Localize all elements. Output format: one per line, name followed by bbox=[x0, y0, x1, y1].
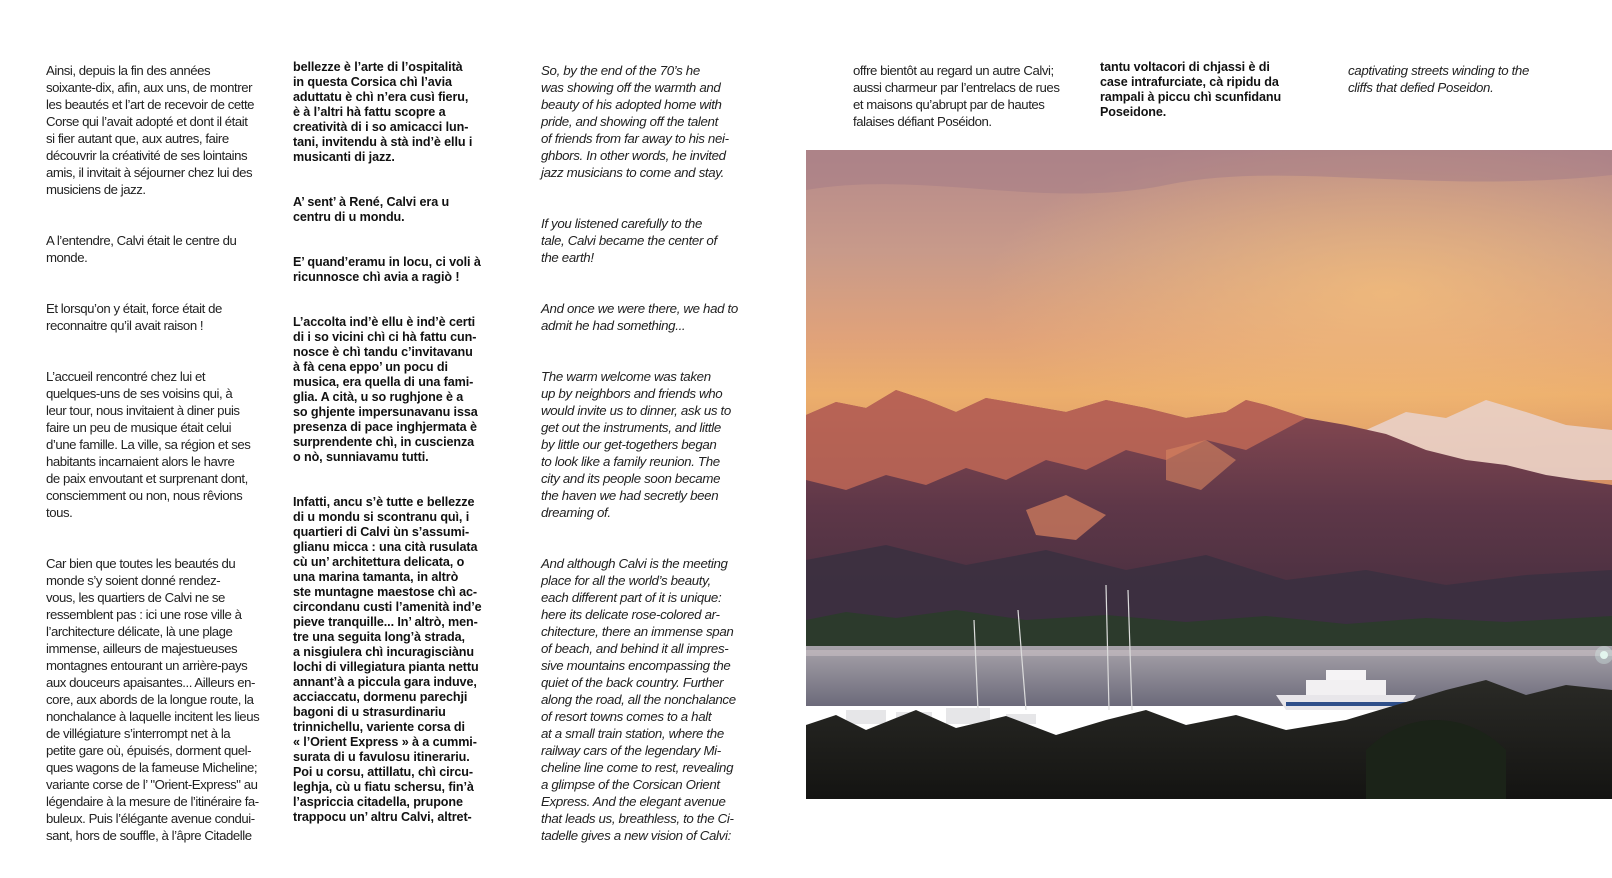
english-paragraph-3: And once we were there, we had to admit he had something... bbox=[541, 301, 738, 333]
french-paragraph-1: Ainsi, depuis la fin des années soixante-dix, afin, aux uns, de montrer les beautés et l’art de recevoir de cette Corse qui l’avait adopté et dont il était si fier autant que, aux autres, faire découvrir la créativité de ses lointains amis, il invitait à séjourner chez lui des musiciens de jazz. bbox=[46, 63, 255, 197]
corsican-column-right bbox=[1100, 45, 1330, 150]
corsican-paragraph-right: tantu voltacori di chjassi è di case intrafurciate, cà ripidu da rampali à piccu chì scunfidanu Poseidone. bbox=[1100, 60, 1282, 119]
english-column-right bbox=[1348, 45, 1588, 130]
french-column-right bbox=[853, 45, 1083, 164]
corsican-paragraph-4: L’accolta ind’è ellu è ind’è certi di i so vicini chì ci hà fattu cun- nosce è chì tandu c’invitavanu à fà cena eppo’ un pocu di musica, era quella di una fami- glia. A cità, u so rughjone è a so ghjente impersunavanu issa presenza di pace inghjermata è surprendente chì, in cuscienza o nò, sunniavamu tutti. bbox=[293, 315, 478, 464]
english-paragraph-1: So, by the end of the 70’s he was showing off the warmth and beauty of his adopted home with pride, and showing off the talent of friends from far away to his nei- ghbors. In other words, he invited jazz musicians to come and stay. bbox=[541, 63, 729, 180]
english-paragraph-right: captivating streets winding to the cliffs that defied Poseidon. bbox=[1348, 63, 1530, 95]
corsican-paragraph-2: A’ sent’ à René, Calvi era u centru di u mondu. bbox=[293, 195, 450, 224]
french-paragraph-2: A l’entendre, Calvi était le centre du monde. bbox=[46, 233, 237, 265]
french-paragraph-5: Car bien que toutes les beautés du monde s’y soient donné rendez- vous, les quartiers de Calvi ne se ressemblent pas : ici une rose ville à l’architecture délicate, là une plage immense, ailleurs de majestueuses montagnes entourant un arrière-pays aux douceurs apaisantes... Ailleurs en- core, aux abords de la longue route, la nonchalance à laquelle incitent les lieus de villégiature s’interrompt net à la petite gare où, épuisés, dorment quel- ques wagons de la fameuse Micheline; variante corse de l’ "Orient-Express" au légendaire à la mesure de l’itinéraire fa- buleux. Puis l’élégante avenue condui- sant, hors de souffle, à l’âpre Citadelle bbox=[46, 556, 260, 843]
english-paragraph-2: If you listened carefully to the tale, Calvi became the center of the earth! bbox=[541, 216, 717, 265]
french-paragraph-3: Et lorsqu’on y était, force était de reconnaitre qu’il avait raison ! bbox=[46, 301, 222, 333]
corsican-column-left bbox=[293, 45, 518, 855]
landscape-photo bbox=[806, 150, 1612, 799]
corsican-paragraph-1: bellezze è l’arte di l’ospitalità in questa Corsica chì l’avia aduttatu è chì n’era cusì fieru, è à l’altri hà fattu scopre a creatività di i so amicacci lun- tani, invitendu à stà ind’è ellu i musicanti di jazz. bbox=[293, 60, 473, 164]
corsican-paragraph-5: Infatti, ancu s’è tutte e bellezze di u mondu si scontranu quì, i quartieri di Calvi ùn s’assumi- glianu micca : una cità rusulata cù un’ architettura delicata, o una marina tamanta, in altrò ste muntagne maestose chì ac- circondanu custi l’amenità ind’e pieve tranquille... In’ altrò, men- tre una seguita long’à strada, a nisgiulera chì incuragisciànu lochi di villegiatura pianta nettu annant’à a piccula gara induve, acciaccatu, dormenu parechji bagoni di u strasurdinariu trinnichellu, variente corsa di « l’Orient Express » à a cummi- surata di u favulosu itinerariu. Poi u corsu, attillatu, chì circu- leghja, cù u fiatu schersu, fin’à l’aspriccia citadella, prupone trappocu un’ altru Calvi, altret- bbox=[293, 495, 482, 824]
english-paragraph-4: The warm welcome was taken up by neighbors and friends who would invite us to dinner, ask us to get out the instruments, and little by little our get-togethers began to look like a family reunion. The city and its people soon became the haven we had secretly been dreaming of. bbox=[541, 369, 731, 520]
french-paragraph-right: offre bientôt au regard un autre Calvi; aussi charmeur par l’entrelacs de rues et maisons qu’abrupt par de hautes falaises défiant Poséidon. bbox=[853, 63, 1060, 129]
english-paragraph-5: And although Calvi is the meeting place for all the world’s beauty, each different part of it is unique: here its delicate rose-colored ar- chitecture, there an immense span of beach, and behind it all impres- sive mountains encompassing the quiet of the back country. Further along the road, all the nonchalance of resort towns comes to a halt at a small train station, where the railway cars of the legendary Mi- cheline line come to rest, revealing a glimpse of the Corsican Orient Express. And the elegant avenue that leads us, breathless, to the Ci- tadelle gives a new vision of Calvi: bbox=[541, 556, 736, 843]
english-column-left bbox=[541, 45, 776, 878]
corsican-paragraph-3: E’ quand’eramu in locu, ci voli à ricunnosce chì avia a ragiò ! bbox=[293, 255, 481, 284]
french-column-left bbox=[46, 45, 271, 878]
water-reflection bbox=[806, 650, 1612, 656]
french-paragraph-4: L’accueil rencontré chez lui et quelques-uns de ses voisins qui, à leur tour, nous invitaient à diner puis faire un peu de musique était celui d’une famille. La ville, sa région et ses habitants incarnaient alors le havre de paix envoutant et surprenant dont, consciemment ou non, nous rêvions tous. bbox=[46, 369, 251, 520]
